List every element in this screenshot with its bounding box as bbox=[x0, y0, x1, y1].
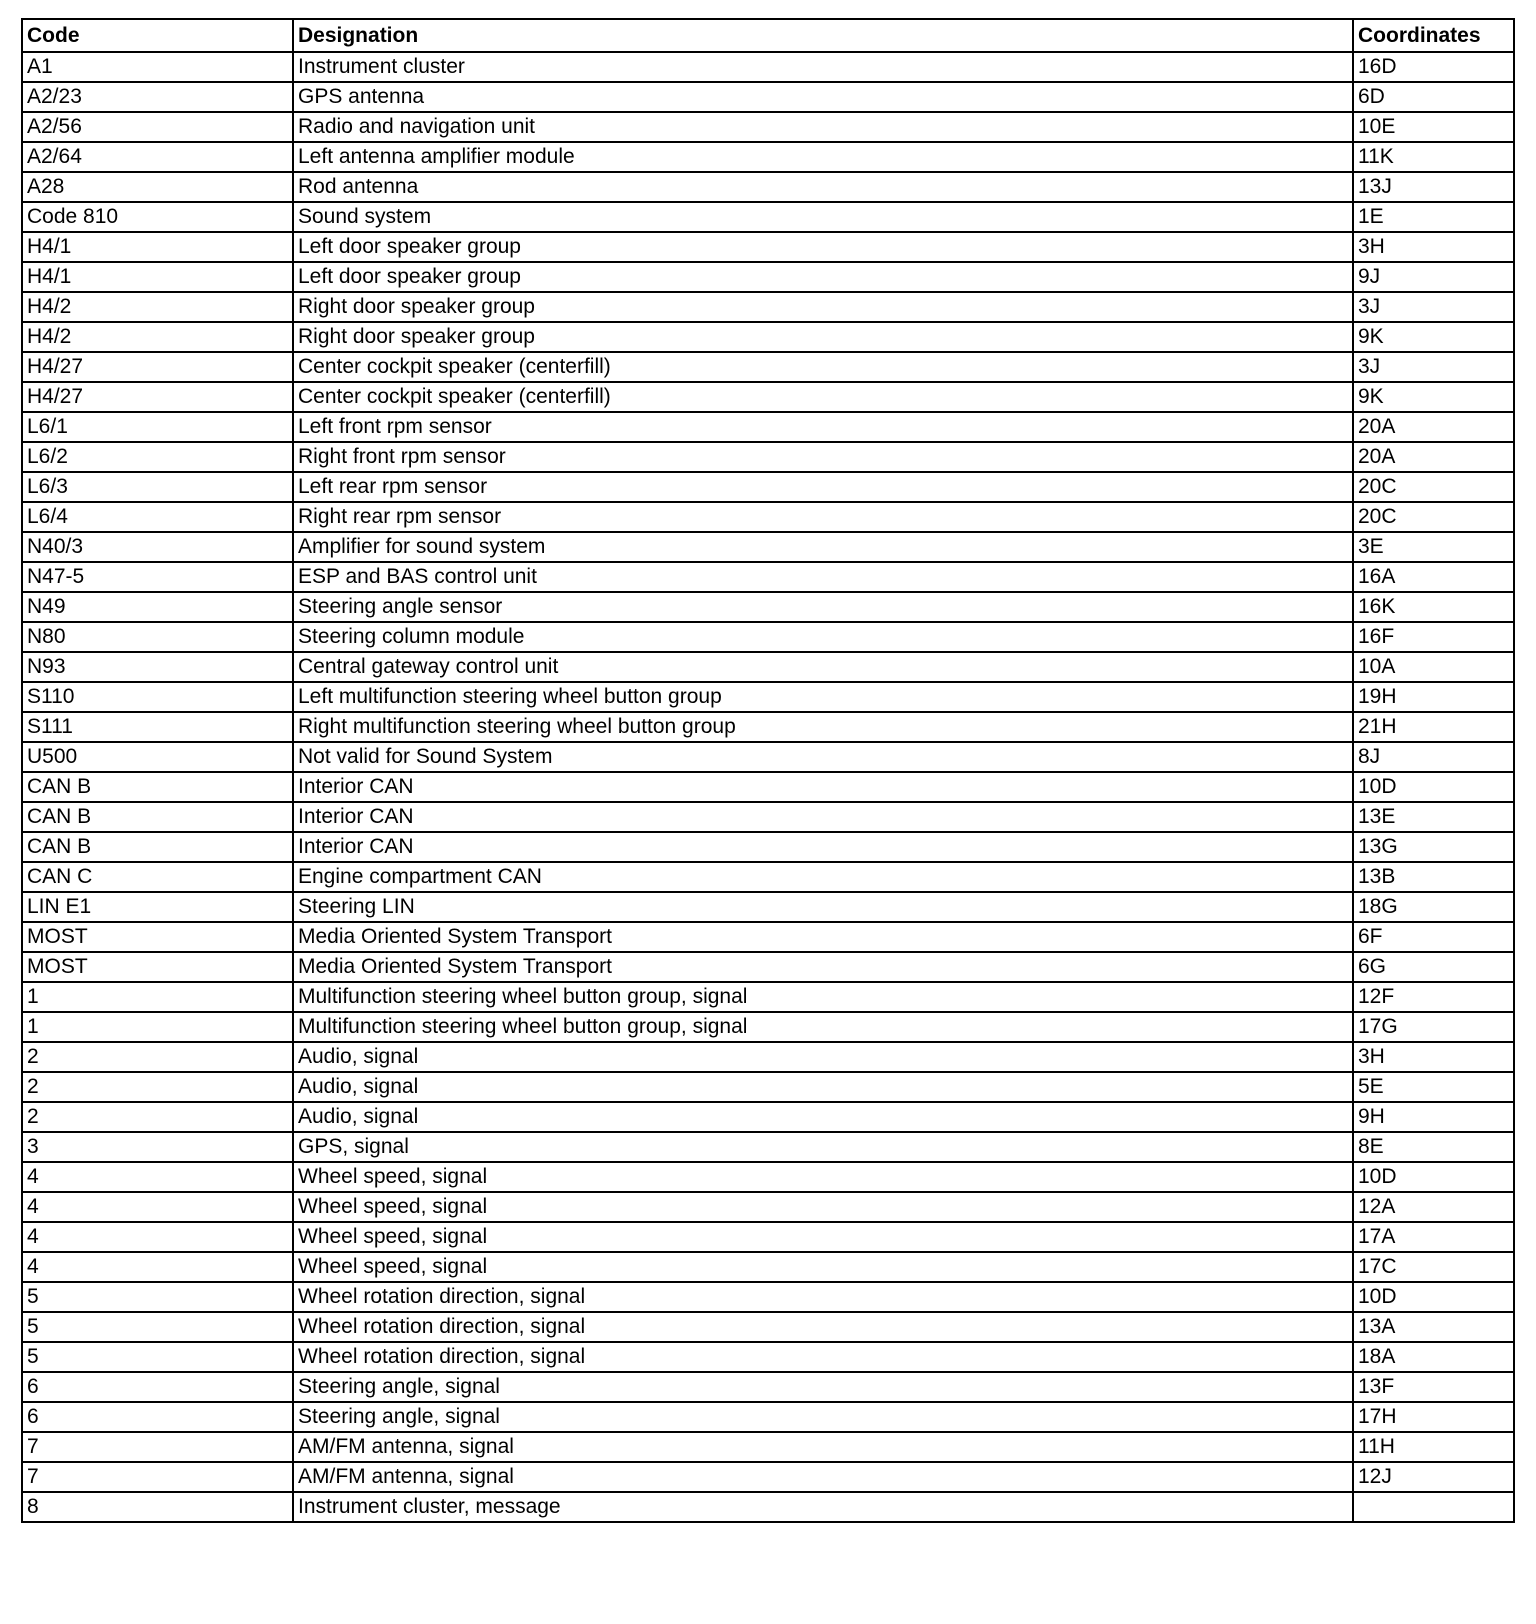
table-row bbox=[22, 82, 1514, 112]
table-row bbox=[22, 1072, 1514, 1102]
cell-designation: Wheel speed, signal bbox=[293, 1222, 1353, 1252]
table-row bbox=[22, 322, 1514, 352]
table-row bbox=[22, 1222, 1514, 1252]
cell-designation: ESP and BAS control unit bbox=[293, 562, 1353, 592]
cell-code: 2 bbox=[22, 1102, 293, 1132]
table-row bbox=[22, 802, 1514, 832]
cell-coordinates: 9K bbox=[1353, 382, 1514, 412]
cell-code: 5 bbox=[22, 1312, 293, 1342]
cell-coordinates: 18A bbox=[1353, 1342, 1514, 1372]
cell-designation: AM/FM antenna, signal bbox=[293, 1462, 1353, 1492]
cell-code: U500 bbox=[22, 742, 293, 772]
table-row bbox=[22, 202, 1514, 232]
table-row bbox=[22, 982, 1514, 1012]
cell-code: CAN B bbox=[22, 772, 293, 802]
cell-code: 7 bbox=[22, 1462, 293, 1492]
cell-coordinates bbox=[1353, 1492, 1514, 1522]
table-row bbox=[22, 832, 1514, 862]
table-row bbox=[22, 172, 1514, 202]
cell-code: 6 bbox=[22, 1372, 293, 1402]
cell-code: A1 bbox=[22, 52, 293, 82]
cell-designation: Sound system bbox=[293, 202, 1353, 232]
cell-designation: GPS antenna bbox=[293, 82, 1353, 112]
cell-coordinates: 20A bbox=[1353, 412, 1514, 442]
header-coordinates: Coordinates bbox=[1353, 19, 1514, 52]
cell-code: 4 bbox=[22, 1192, 293, 1222]
cell-code: L6/1 bbox=[22, 412, 293, 442]
cell-designation: Wheel rotation direction, signal bbox=[293, 1312, 1353, 1342]
cell-coordinates: 3J bbox=[1353, 352, 1514, 382]
cell-coordinates: 5E bbox=[1353, 1072, 1514, 1102]
cell-coordinates: 9J bbox=[1353, 262, 1514, 292]
cell-code: 5 bbox=[22, 1342, 293, 1372]
cell-code: S111 bbox=[22, 712, 293, 742]
table-row bbox=[22, 922, 1514, 952]
cell-designation: Audio, signal bbox=[293, 1042, 1353, 1072]
table-row bbox=[22, 952, 1514, 982]
cell-code: CAN B bbox=[22, 832, 293, 862]
cell-code: H4/1 bbox=[22, 232, 293, 262]
cell-coordinates: 3H bbox=[1353, 1042, 1514, 1072]
cell-designation: Multifunction steering wheel button group, signal bbox=[293, 1012, 1353, 1042]
table-row bbox=[22, 892, 1514, 922]
cell-designation: Media Oriented System Transport bbox=[293, 922, 1353, 952]
table-row bbox=[22, 652, 1514, 682]
table-row bbox=[22, 1282, 1514, 1312]
cell-designation: Right door speaker group bbox=[293, 292, 1353, 322]
cell-coordinates: 19H bbox=[1353, 682, 1514, 712]
cell-designation: Center cockpit speaker (centerfill) bbox=[293, 382, 1353, 412]
cell-designation: Wheel rotation direction, signal bbox=[293, 1342, 1353, 1372]
cell-designation: Interior CAN bbox=[293, 802, 1353, 832]
cell-coordinates: 16D bbox=[1353, 52, 1514, 82]
cell-code: N49 bbox=[22, 592, 293, 622]
table-row bbox=[22, 1192, 1514, 1222]
cell-coordinates: 13F bbox=[1353, 1372, 1514, 1402]
cell-coordinates: 6F bbox=[1353, 922, 1514, 952]
cell-coordinates: 10A bbox=[1353, 652, 1514, 682]
cell-designation: Instrument cluster, message bbox=[293, 1492, 1353, 1522]
table-row bbox=[22, 1042, 1514, 1072]
cell-code: A28 bbox=[22, 172, 293, 202]
table-row bbox=[22, 1312, 1514, 1342]
cell-coordinates: 3E bbox=[1353, 532, 1514, 562]
table-row bbox=[22, 1162, 1514, 1192]
cell-designation: Left rear rpm sensor bbox=[293, 472, 1353, 502]
table-row bbox=[22, 1342, 1514, 1372]
cell-coordinates: 8J bbox=[1353, 742, 1514, 772]
cell-designation: Left multifunction steering wheel button group bbox=[293, 682, 1353, 712]
cell-coordinates: 21H bbox=[1353, 712, 1514, 742]
table-row bbox=[22, 592, 1514, 622]
cell-code: H4/27 bbox=[22, 382, 293, 412]
cell-code: 7 bbox=[22, 1432, 293, 1462]
table-row bbox=[22, 232, 1514, 262]
component-legend-table bbox=[21, 18, 1515, 1523]
table-row bbox=[22, 682, 1514, 712]
cell-coordinates: 20A bbox=[1353, 442, 1514, 472]
table-row bbox=[22, 1252, 1514, 1282]
cell-code: MOST bbox=[22, 922, 293, 952]
cell-code: L6/2 bbox=[22, 442, 293, 472]
cell-coordinates: 13A bbox=[1353, 1312, 1514, 1342]
cell-code: L6/3 bbox=[22, 472, 293, 502]
cell-coordinates: 10D bbox=[1353, 1282, 1514, 1312]
cell-code: CAN C bbox=[22, 862, 293, 892]
cell-coordinates: 1E bbox=[1353, 202, 1514, 232]
cell-coordinates: 12A bbox=[1353, 1192, 1514, 1222]
cell-coordinates: 12J bbox=[1353, 1462, 1514, 1492]
cell-coordinates: 17H bbox=[1353, 1402, 1514, 1432]
cell-coordinates: 13J bbox=[1353, 172, 1514, 202]
cell-coordinates: 3H bbox=[1353, 232, 1514, 262]
cell-coordinates: 18G bbox=[1353, 892, 1514, 922]
cell-code: LIN E1 bbox=[22, 892, 293, 922]
cell-code: L6/4 bbox=[22, 502, 293, 532]
table-row bbox=[22, 442, 1514, 472]
cell-coordinates: 6G bbox=[1353, 952, 1514, 982]
cell-designation: Left antenna amplifier module bbox=[293, 142, 1353, 172]
cell-designation: Interior CAN bbox=[293, 772, 1353, 802]
cell-designation: Steering column module bbox=[293, 622, 1353, 652]
table-row bbox=[22, 1372, 1514, 1402]
cell-code: 8 bbox=[22, 1492, 293, 1522]
cell-code: 2 bbox=[22, 1072, 293, 1102]
cell-designation: Steering LIN bbox=[293, 892, 1353, 922]
table-row bbox=[22, 262, 1514, 292]
cell-designation: Central gateway control unit bbox=[293, 652, 1353, 682]
cell-designation: Wheel speed, signal bbox=[293, 1252, 1353, 1282]
table-row bbox=[22, 142, 1514, 172]
cell-designation: Center cockpit speaker (centerfill) bbox=[293, 352, 1353, 382]
cell-designation: Right rear rpm sensor bbox=[293, 502, 1353, 532]
cell-designation: Steering angle, signal bbox=[293, 1372, 1353, 1402]
cell-code: 2 bbox=[22, 1042, 293, 1072]
table-row bbox=[22, 862, 1514, 892]
table-row bbox=[22, 622, 1514, 652]
cell-coordinates: 16A bbox=[1353, 562, 1514, 592]
table-row bbox=[22, 1012, 1514, 1042]
table-row bbox=[22, 742, 1514, 772]
cell-coordinates: 10D bbox=[1353, 772, 1514, 802]
cell-coordinates: 11K bbox=[1353, 142, 1514, 172]
cell-designation: Media Oriented System Transport bbox=[293, 952, 1353, 982]
cell-coordinates: 6D bbox=[1353, 82, 1514, 112]
cell-designation: Audio, signal bbox=[293, 1102, 1353, 1132]
cell-coordinates: 10D bbox=[1353, 1162, 1514, 1192]
cell-coordinates: 17A bbox=[1353, 1222, 1514, 1252]
cell-coordinates: 13B bbox=[1353, 862, 1514, 892]
table-row bbox=[22, 1462, 1514, 1492]
table-row bbox=[22, 562, 1514, 592]
cell-coordinates: 16F bbox=[1353, 622, 1514, 652]
cell-code: 4 bbox=[22, 1222, 293, 1252]
table-row bbox=[22, 112, 1514, 142]
cell-code: N40/3 bbox=[22, 532, 293, 562]
table-row bbox=[22, 472, 1514, 502]
cell-code: CAN B bbox=[22, 802, 293, 832]
cell-coordinates: 3J bbox=[1353, 292, 1514, 322]
cell-designation: Not valid for Sound System bbox=[293, 742, 1353, 772]
cell-coordinates: 20C bbox=[1353, 502, 1514, 532]
cell-coordinates: 8E bbox=[1353, 1132, 1514, 1162]
table-row bbox=[22, 352, 1514, 382]
cell-code: N93 bbox=[22, 652, 293, 682]
cell-designation: Left door speaker group bbox=[293, 232, 1353, 262]
cell-coordinates: 13G bbox=[1353, 832, 1514, 862]
cell-coordinates: 12F bbox=[1353, 982, 1514, 1012]
cell-designation: Right front rpm sensor bbox=[293, 442, 1353, 472]
table-row bbox=[22, 1492, 1514, 1522]
cell-coordinates: 9H bbox=[1353, 1102, 1514, 1132]
table-row bbox=[22, 532, 1514, 562]
cell-code: H4/2 bbox=[22, 322, 293, 352]
cell-designation: AM/FM antenna, signal bbox=[293, 1432, 1353, 1462]
cell-code: N47-5 bbox=[22, 562, 293, 592]
cell-coordinates: 13E bbox=[1353, 802, 1514, 832]
cell-coordinates: 11H bbox=[1353, 1432, 1514, 1462]
cell-designation: GPS, signal bbox=[293, 1132, 1353, 1162]
cell-designation: Interior CAN bbox=[293, 832, 1353, 862]
cell-code: H4/1 bbox=[22, 262, 293, 292]
header-designation: Designation bbox=[293, 19, 1353, 52]
cell-designation: Left door speaker group bbox=[293, 262, 1353, 292]
table-row bbox=[22, 1132, 1514, 1162]
table-row bbox=[22, 1402, 1514, 1432]
cell-code: H4/27 bbox=[22, 352, 293, 382]
table-row bbox=[22, 772, 1514, 802]
cell-designation: Audio, signal bbox=[293, 1072, 1353, 1102]
cell-designation: Steering angle sensor bbox=[293, 592, 1353, 622]
cell-designation: Amplifier for sound system bbox=[293, 532, 1353, 562]
cell-designation: Instrument cluster bbox=[293, 52, 1353, 82]
cell-code: 1 bbox=[22, 1012, 293, 1042]
table-header-row bbox=[22, 19, 1514, 52]
cell-designation: Left front rpm sensor bbox=[293, 412, 1353, 442]
cell-coordinates: 17G bbox=[1353, 1012, 1514, 1042]
table-row bbox=[22, 382, 1514, 412]
cell-designation: Engine compartment CAN bbox=[293, 862, 1353, 892]
table-row bbox=[22, 292, 1514, 322]
cell-designation: Right multifunction steering wheel button group bbox=[293, 712, 1353, 742]
table-row bbox=[22, 412, 1514, 442]
cell-designation: Right door speaker group bbox=[293, 322, 1353, 352]
cell-code: 1 bbox=[22, 982, 293, 1012]
cell-code: A2/56 bbox=[22, 112, 293, 142]
cell-code: Code 810 bbox=[22, 202, 293, 232]
cell-code: 6 bbox=[22, 1402, 293, 1432]
cell-code: 3 bbox=[22, 1132, 293, 1162]
cell-coordinates: 16K bbox=[1353, 592, 1514, 622]
table-row bbox=[22, 1102, 1514, 1132]
cell-code: MOST bbox=[22, 952, 293, 982]
table-row bbox=[22, 52, 1514, 82]
cell-coordinates: 20C bbox=[1353, 472, 1514, 502]
table-row bbox=[22, 502, 1514, 532]
cell-designation: Rod antenna bbox=[293, 172, 1353, 202]
cell-designation: Steering angle, signal bbox=[293, 1402, 1353, 1432]
legend-table-container bbox=[21, 18, 1513, 1523]
table-row bbox=[22, 712, 1514, 742]
cell-code: S110 bbox=[22, 682, 293, 712]
cell-coordinates: 17C bbox=[1353, 1252, 1514, 1282]
cell-code: 4 bbox=[22, 1162, 293, 1192]
header-code: Code bbox=[22, 19, 293, 52]
cell-code: A2/64 bbox=[22, 142, 293, 172]
cell-code: H4/2 bbox=[22, 292, 293, 322]
cell-designation: Multifunction steering wheel button group, signal bbox=[293, 982, 1353, 1012]
cell-code: N80 bbox=[22, 622, 293, 652]
cell-coordinates: 9K bbox=[1353, 322, 1514, 352]
cell-coordinates: 10E bbox=[1353, 112, 1514, 142]
table-body bbox=[22, 52, 1514, 1522]
cell-code: 4 bbox=[22, 1252, 293, 1282]
cell-code: A2/23 bbox=[22, 82, 293, 112]
cell-designation: Wheel speed, signal bbox=[293, 1192, 1353, 1222]
cell-designation: Wheel speed, signal bbox=[293, 1162, 1353, 1192]
cell-designation: Radio and navigation unit bbox=[293, 112, 1353, 142]
cell-code: 5 bbox=[22, 1282, 293, 1312]
cell-designation: Wheel rotation direction, signal bbox=[293, 1282, 1353, 1312]
table-row bbox=[22, 1432, 1514, 1462]
